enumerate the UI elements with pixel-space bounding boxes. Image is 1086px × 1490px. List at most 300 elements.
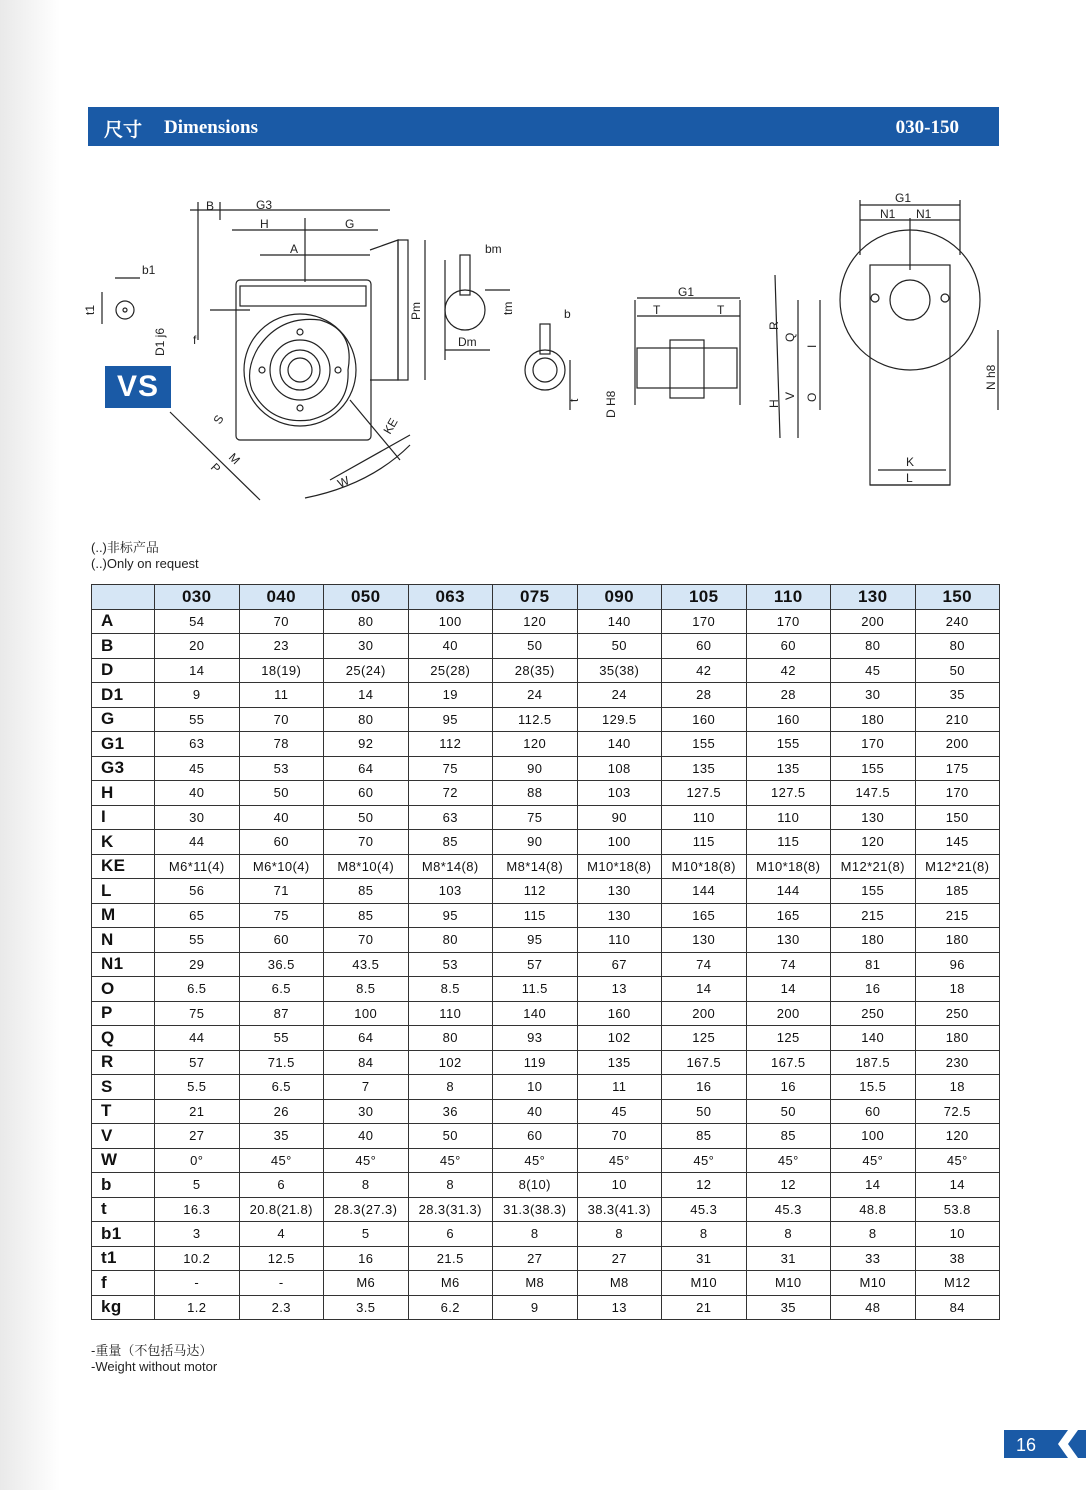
table-cell: 55: [155, 928, 240, 953]
table-cell: 100: [324, 1001, 409, 1026]
weight-note-en: -Weight without motor: [91, 1359, 218, 1374]
table-cell: 150: [915, 805, 1000, 830]
table-cell: 6.2: [408, 1295, 493, 1320]
table-cell: 8: [408, 1173, 493, 1198]
svg-text:K: K: [906, 455, 915, 469]
table-cell: 115: [662, 830, 747, 855]
table-cell: 85: [662, 1124, 747, 1149]
table-cell: 119: [493, 1050, 578, 1075]
table-cell: 72.5: [915, 1099, 1000, 1124]
table-cell: 147.5: [831, 781, 916, 806]
key-view: [525, 324, 570, 410]
table-cell: 6: [408, 1222, 493, 1247]
table-cell: 90: [577, 805, 662, 830]
table-cell: 80: [324, 707, 409, 732]
svg-text:N1: N1: [880, 207, 896, 221]
table-cell: 135: [577, 1050, 662, 1075]
table-cell: 53: [239, 756, 324, 781]
table-cell: 40: [155, 781, 240, 806]
row-label: B: [92, 634, 155, 659]
table-cell: 170: [746, 609, 831, 634]
table-cell: 27: [577, 1246, 662, 1271]
table-cell: 155: [662, 732, 747, 757]
table-cell: 10.2: [155, 1246, 240, 1271]
svg-text:Q: Q: [783, 332, 797, 342]
table-cell: M12: [915, 1271, 1000, 1296]
table-cell: 95: [493, 928, 578, 953]
table-cell: 45.3: [746, 1197, 831, 1222]
row-label: L: [92, 879, 155, 904]
table-row: [92, 1295, 1000, 1320]
table-cell: 8: [324, 1173, 409, 1198]
svg-text:M: M: [225, 450, 243, 468]
table-cell: 24: [577, 683, 662, 708]
row-label: kg: [92, 1295, 155, 1320]
table-cell: 81: [831, 952, 916, 977]
table-cell: 55: [239, 1026, 324, 1051]
table-cell: 130: [746, 928, 831, 953]
table-cell: M8*14(8): [493, 854, 578, 879]
table-cell: 12: [662, 1173, 747, 1198]
table-cell: 75: [239, 903, 324, 928]
table-cell: 3: [155, 1222, 240, 1247]
side-view: [775, 200, 998, 485]
table-cell: 18: [915, 977, 1000, 1002]
table-cell: 70: [577, 1124, 662, 1149]
table-cell: 74: [746, 952, 831, 977]
svg-text:L: L: [906, 471, 913, 485]
svg-text:N1: N1: [916, 207, 932, 221]
table-row: [92, 707, 1000, 732]
table-cell: M8*10(4): [324, 854, 409, 879]
table-cell: 103: [408, 879, 493, 904]
table-cell: M10: [662, 1271, 747, 1296]
table-cell: 23: [239, 634, 324, 659]
svg-text:G3: G3: [256, 198, 273, 212]
model-badge: VS: [105, 366, 171, 408]
table-cell: 25(24): [324, 658, 409, 683]
table-cell: 11: [577, 1075, 662, 1100]
row-label: G: [92, 707, 155, 732]
table-cell: 155: [746, 732, 831, 757]
table-cell: 167.5: [662, 1050, 747, 1075]
table-cell: 35: [915, 683, 1000, 708]
table-cell: 28: [746, 683, 831, 708]
table-row: [92, 1050, 1000, 1075]
table-cell: 112: [408, 732, 493, 757]
svg-text:G1: G1: [895, 191, 912, 205]
table-cell: 71: [239, 879, 324, 904]
column-header: 063: [408, 585, 493, 610]
table-cell: 127.5: [746, 781, 831, 806]
table-cell: 110: [662, 805, 747, 830]
table-cell: 165: [662, 903, 747, 928]
table-cell: 50: [577, 634, 662, 659]
table-cell: 31: [746, 1246, 831, 1271]
request-note: [91, 540, 199, 572]
table-row: [92, 1001, 1000, 1026]
table-cell: 21: [155, 1099, 240, 1124]
table-cell: 5.5: [155, 1075, 240, 1100]
table-cell: 43.5: [324, 952, 409, 977]
table-cell: M8: [577, 1271, 662, 1296]
row-label: D1: [92, 683, 155, 708]
svg-text:bm: bm: [485, 242, 502, 256]
table-cell: 75: [155, 1001, 240, 1026]
table-cell: 215: [831, 903, 916, 928]
table-cell: 90: [493, 830, 578, 855]
table-cell: 80: [915, 634, 1000, 659]
row-label: S: [92, 1075, 155, 1100]
svg-text:t: t: [567, 398, 581, 402]
table-cell: 30: [324, 634, 409, 659]
row-label: H: [92, 781, 155, 806]
table-cell: M6*11(4): [155, 854, 240, 879]
page-number: 16: [1016, 1435, 1037, 1455]
table-cell: 90: [493, 756, 578, 781]
table-cell: 30: [155, 805, 240, 830]
table-cell: 5: [155, 1173, 240, 1198]
table-cell: 55: [155, 707, 240, 732]
table-cell: 70: [239, 609, 324, 634]
table-header-row: [92, 585, 1000, 610]
table-cell: 45°: [493, 1148, 578, 1173]
table-cell: 44: [155, 1026, 240, 1051]
table-cell: M10*18(8): [577, 854, 662, 879]
table-cell: 250: [915, 1001, 1000, 1026]
row-label: M: [92, 903, 155, 928]
table-cell: 140: [577, 609, 662, 634]
table-cell: 129.5: [577, 707, 662, 732]
table-cell: 20.8(21.8): [239, 1197, 324, 1222]
table-cell: 70: [324, 928, 409, 953]
column-header: 030: [155, 585, 240, 610]
table-cell: 112: [493, 879, 578, 904]
table-cell: 250: [831, 1001, 916, 1026]
table-cell: 167.5: [746, 1050, 831, 1075]
table-cell: 28(35): [493, 658, 578, 683]
table-cell: 130: [662, 928, 747, 953]
table-cell: 175: [915, 756, 1000, 781]
table-cell: 70: [324, 830, 409, 855]
table-cell: 67: [577, 952, 662, 977]
table-cell: 100: [408, 609, 493, 634]
table-cell: 85: [324, 903, 409, 928]
table-cell: 6: [239, 1173, 324, 1198]
table-cell: 145: [915, 830, 1000, 855]
table-cell: 45°: [577, 1148, 662, 1173]
table-row: [92, 1075, 1000, 1100]
table-cell: 210: [915, 707, 1000, 732]
table-cell: 80: [408, 928, 493, 953]
column-header: 040: [239, 585, 324, 610]
table-row: [92, 781, 1000, 806]
table-cell: 45: [577, 1099, 662, 1124]
table-cell: 14: [662, 977, 747, 1002]
table-cell: 8(10): [493, 1173, 578, 1198]
table-cell: 45°: [746, 1148, 831, 1173]
row-label: b1: [92, 1222, 155, 1247]
row-label: K: [92, 830, 155, 855]
table-cell: 29: [155, 952, 240, 977]
table-cell: 6.5: [155, 977, 240, 1002]
table-cell: 60: [239, 928, 324, 953]
table-cell: 10: [577, 1173, 662, 1198]
table-cell: 42: [746, 658, 831, 683]
request-note-cn: (..)非标产品: [91, 540, 159, 555]
svg-text:b1: b1: [142, 263, 156, 277]
table-cell: 3.5: [324, 1295, 409, 1320]
svg-text:A: A: [290, 242, 299, 256]
column-header: 050: [324, 585, 409, 610]
table-cell: 11.5: [493, 977, 578, 1002]
table-cell: 160: [746, 707, 831, 732]
table-cell: 50: [915, 658, 1000, 683]
table-cell: 13: [577, 977, 662, 1002]
row-label: N1: [92, 952, 155, 977]
weight-note: [91, 1343, 217, 1375]
table-cell: 45°: [915, 1148, 1000, 1173]
table-corner-cell: [92, 585, 155, 610]
row-label: b: [92, 1173, 155, 1198]
table-cell: 74: [662, 952, 747, 977]
table-cell: 88: [493, 781, 578, 806]
table-cell: 200: [831, 609, 916, 634]
row-label: A: [92, 609, 155, 634]
table-cell: 103: [577, 781, 662, 806]
table-cell: 53.8: [915, 1197, 1000, 1222]
svg-text:S: S: [210, 412, 227, 427]
table-cell: 60: [239, 830, 324, 855]
table-cell: 84: [324, 1050, 409, 1075]
table-cell: 27: [493, 1246, 578, 1271]
table-cell: 10: [493, 1075, 578, 1100]
table-cell: 60: [662, 634, 747, 659]
table-cell: 187.5: [831, 1050, 916, 1075]
table-cell: 48: [831, 1295, 916, 1320]
table-row: [92, 952, 1000, 977]
table-cell: 115: [746, 830, 831, 855]
row-label: G3: [92, 756, 155, 781]
table-cell: 57: [155, 1050, 240, 1075]
table-cell: 14: [915, 1173, 1000, 1198]
table-cell: 5: [324, 1222, 409, 1247]
table-cell: 92: [324, 732, 409, 757]
table-cell: 25(28): [408, 658, 493, 683]
table-cell: 45°: [408, 1148, 493, 1173]
table-cell: 60: [831, 1099, 916, 1124]
table-row: [92, 854, 1000, 879]
table-cell: -: [239, 1271, 324, 1296]
header-title-cn: 尺寸: [104, 119, 143, 141]
svg-text:R: R: [767, 321, 781, 330]
table-cell: 50: [324, 805, 409, 830]
table-cell: 140: [493, 1001, 578, 1026]
table-row: [92, 1222, 1000, 1247]
svg-text:O: O: [805, 392, 819, 402]
table-row: [92, 1148, 1000, 1173]
table-cell: 120: [915, 1124, 1000, 1149]
table-cell: 240: [915, 609, 1000, 634]
table-cell: 64: [324, 1026, 409, 1051]
table-cell: M10*18(8): [746, 854, 831, 879]
svg-text:T: T: [653, 303, 661, 317]
table-cell: 72: [408, 781, 493, 806]
table-cell: 42: [662, 658, 747, 683]
table-cell: 230: [915, 1050, 1000, 1075]
table-cell: 30: [831, 683, 916, 708]
table-cell: 14: [324, 683, 409, 708]
table-row: [92, 756, 1000, 781]
table-cell: 27: [155, 1124, 240, 1149]
table-cell: 35(38): [577, 658, 662, 683]
table-cell: 26: [239, 1099, 324, 1124]
svg-text:f: f: [193, 333, 197, 347]
table-cell: 127.5: [662, 781, 747, 806]
row-label: T: [92, 1099, 155, 1124]
table-cell: 130: [577, 879, 662, 904]
table-cell: M6*10(4): [239, 854, 324, 879]
svg-text:KE: KE: [380, 415, 401, 437]
svg-text:tm: tm: [501, 301, 515, 315]
table-cell: 85: [324, 879, 409, 904]
row-label: R: [92, 1050, 155, 1075]
table-row: [92, 732, 1000, 757]
svg-text:I: I: [805, 344, 819, 348]
table-cell: 96: [915, 952, 1000, 977]
table-cell: 125: [662, 1026, 747, 1051]
table-cell: 84: [915, 1295, 1000, 1320]
table-cell: 63: [408, 805, 493, 830]
table-cell: 102: [577, 1026, 662, 1051]
table-cell: 120: [493, 732, 578, 757]
table-cell: 95: [408, 707, 493, 732]
table-row: [92, 879, 1000, 904]
table-cell: 16: [662, 1075, 747, 1100]
svg-text:Pm: Pm: [409, 302, 423, 320]
svg-text:H: H: [767, 399, 781, 408]
table-cell: 108: [577, 756, 662, 781]
table-cell: 155: [831, 756, 916, 781]
table-cell: 45°: [324, 1148, 409, 1173]
table-row: [92, 1099, 1000, 1124]
table-cell: 45°: [831, 1148, 916, 1173]
table-cell: 200: [746, 1001, 831, 1026]
weight-note-cn: -重量（不包括马达）: [91, 1343, 213, 1358]
table-cell: 70: [239, 707, 324, 732]
table-cell: 56: [155, 879, 240, 904]
table-cell: 185: [915, 879, 1000, 904]
table-cell: 7: [324, 1075, 409, 1100]
table-cell: 8: [831, 1222, 916, 1247]
table-cell: 112.5: [493, 707, 578, 732]
column-header: 130: [831, 585, 916, 610]
table-cell: 60: [324, 781, 409, 806]
svg-text:N h8: N h8: [984, 364, 998, 390]
table-cell: 50: [408, 1124, 493, 1149]
table-cell: 45: [155, 756, 240, 781]
table-cell: 24: [493, 683, 578, 708]
table-cell: 75: [493, 805, 578, 830]
table-cell: 60: [493, 1124, 578, 1149]
table-cell: 8.5: [408, 977, 493, 1002]
table-row: [92, 1246, 1000, 1271]
row-label: f: [92, 1271, 155, 1296]
row-label: O: [92, 977, 155, 1002]
table-cell: 35: [239, 1124, 324, 1149]
table-cell: 215: [915, 903, 1000, 928]
row-label: V: [92, 1124, 155, 1149]
table-cell: 120: [831, 830, 916, 855]
svg-text:D1 j6: D1 j6: [153, 327, 167, 356]
table-cell: 8: [746, 1222, 831, 1247]
table-cell: 80: [831, 634, 916, 659]
table-cell: 18(19): [239, 658, 324, 683]
table-cell: 40: [493, 1099, 578, 1124]
technical-drawing: [80, 180, 1010, 520]
table-cell: 115: [493, 903, 578, 928]
table-cell: 10: [915, 1222, 1000, 1247]
table-cell: 38: [915, 1246, 1000, 1271]
table-cell: 28: [662, 683, 747, 708]
table-cell: 78: [239, 732, 324, 757]
row-label: Q: [92, 1026, 155, 1051]
table-cell: 50: [746, 1099, 831, 1124]
table-row: [92, 1124, 1000, 1149]
table-cell: 102: [408, 1050, 493, 1075]
table-cell: 45°: [239, 1148, 324, 1173]
table-cell: 160: [577, 1001, 662, 1026]
table-cell: 9: [155, 683, 240, 708]
table-cell: 95: [408, 903, 493, 928]
table-cell: 28.3(27.3): [324, 1197, 409, 1222]
table-cell: 40: [408, 634, 493, 659]
table-cell: 50: [493, 634, 578, 659]
table-cell: 14: [155, 658, 240, 683]
table-row: [92, 1197, 1000, 1222]
svg-text:V: V: [783, 391, 797, 400]
table-cell: 120: [493, 609, 578, 634]
table-cell: 170: [915, 781, 1000, 806]
row-label: t: [92, 1197, 155, 1222]
table-cell: 2.3: [239, 1295, 324, 1320]
row-label: I: [92, 805, 155, 830]
column-header: 150: [915, 585, 1000, 610]
table-cell: 6.5: [239, 1075, 324, 1100]
row-label: N: [92, 928, 155, 953]
table-cell: 200: [915, 732, 1000, 757]
table-cell: 16: [746, 1075, 831, 1100]
row-label: D: [92, 658, 155, 683]
table-cell: M10*18(8): [662, 854, 747, 879]
table-cell: 15.5: [831, 1075, 916, 1100]
table-cell: 35: [746, 1295, 831, 1320]
table-row: [92, 928, 1000, 953]
table-cell: 1.2: [155, 1295, 240, 1320]
table-cell: 8: [493, 1222, 578, 1247]
table-cell: M10: [831, 1271, 916, 1296]
table-cell: 54: [155, 609, 240, 634]
svg-text:H: H: [260, 217, 269, 231]
svg-text:Dm: Dm: [458, 335, 477, 349]
row-label: P: [92, 1001, 155, 1026]
table-cell: 40: [324, 1124, 409, 1149]
table-cell: 100: [577, 830, 662, 855]
table-cell: 200: [662, 1001, 747, 1026]
table-cell: 48.8: [831, 1197, 916, 1222]
row-label: W: [92, 1148, 155, 1173]
table-cell: 45.3: [662, 1197, 747, 1222]
